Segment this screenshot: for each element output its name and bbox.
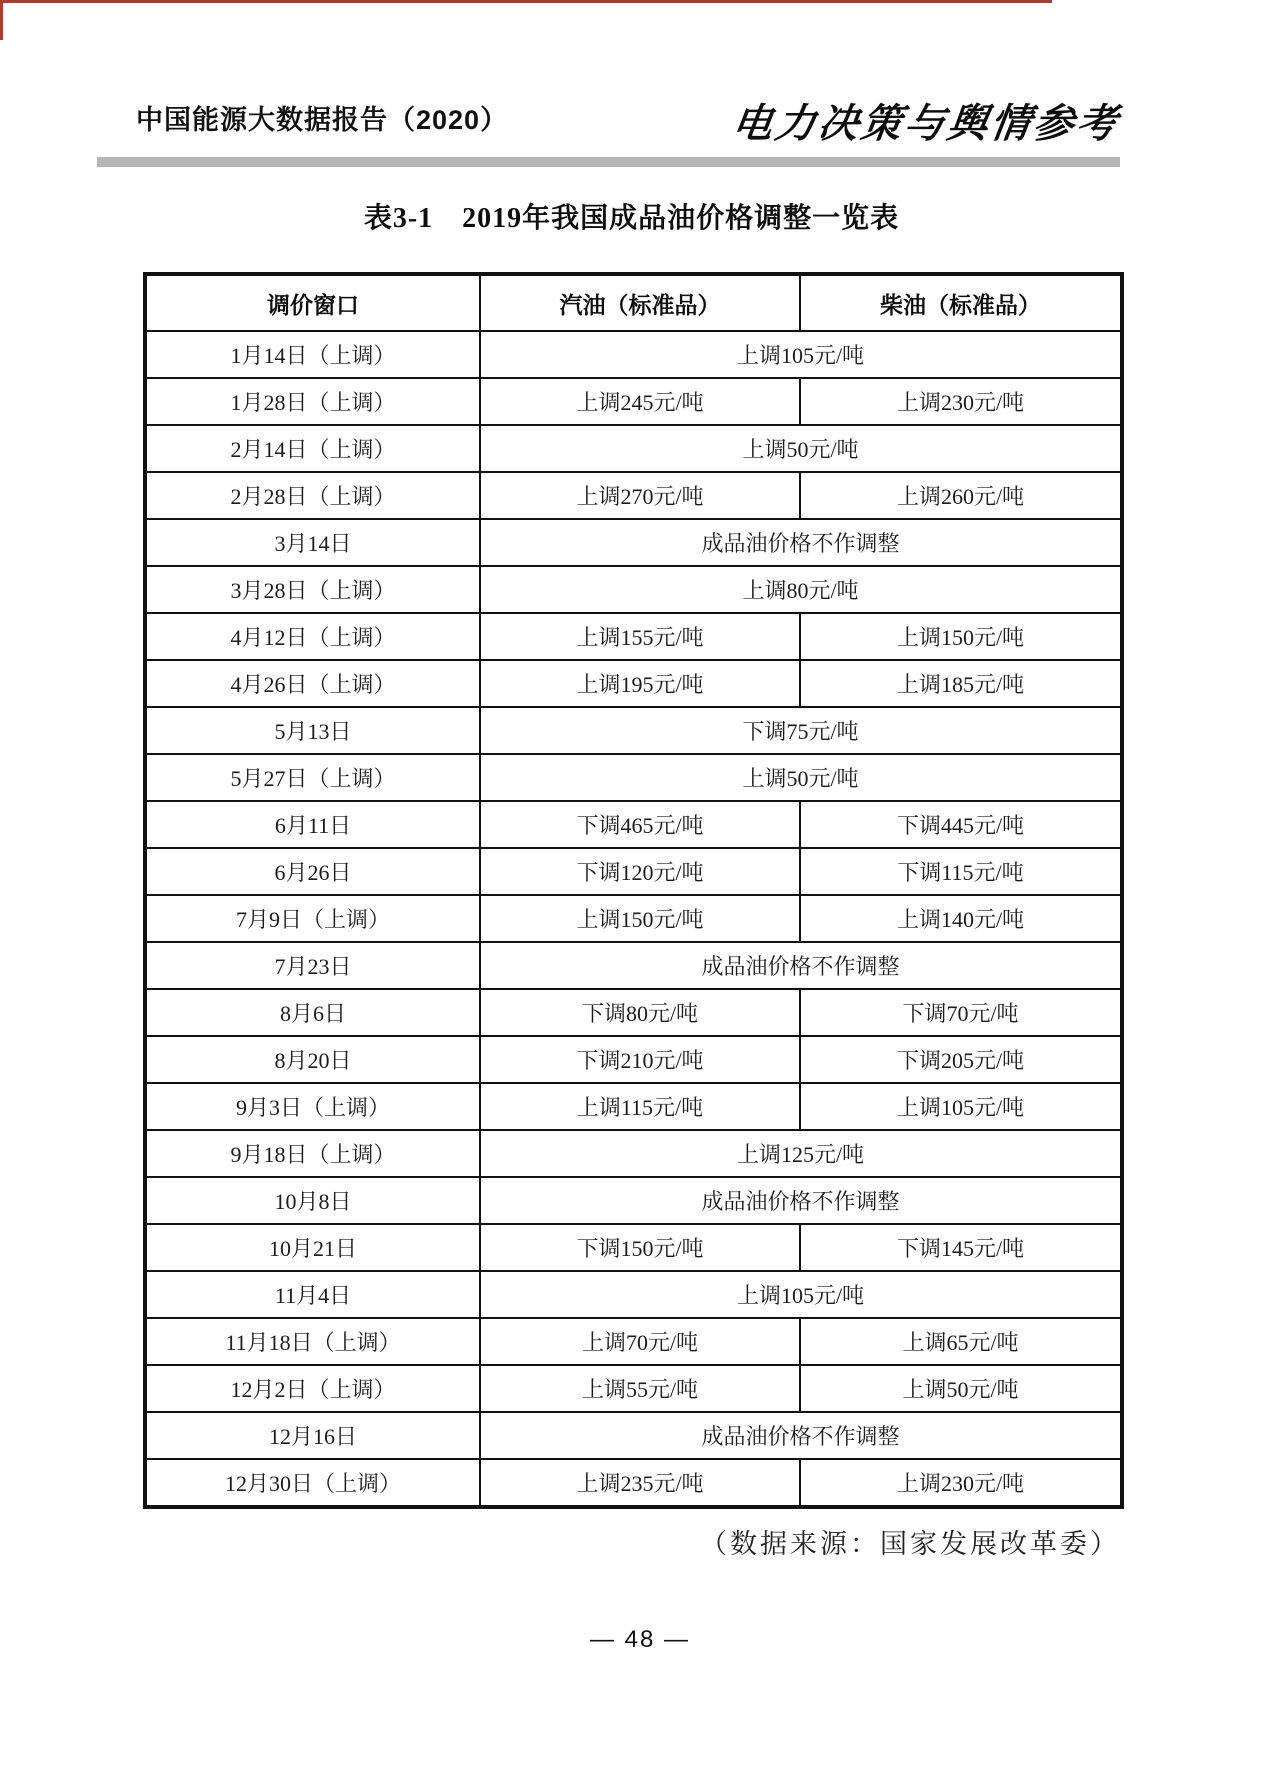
masthead-calligraphy-logo: 电力决策与舆情参考	[729, 100, 1123, 147]
adjustment-window-cell: 12月30日（上调）	[145, 1459, 480, 1507]
table-row	[145, 895, 1122, 942]
adjustment-window-cell: 12月2日（上调）	[145, 1365, 480, 1412]
table-row	[145, 378, 1122, 425]
table-row	[145, 989, 1122, 1036]
merged-adjustment-cell: 上调50元/吨	[480, 754, 1122, 801]
diesel-adjustment-cell: 上调50元/吨	[800, 1365, 1122, 1412]
column-header-gasoline: 汽油（标准品）	[480, 274, 800, 331]
adjustment-window-cell: 9月3日（上调）	[145, 1083, 480, 1130]
table-row	[145, 660, 1122, 707]
diesel-adjustment-cell: 上调230元/吨	[800, 1459, 1122, 1507]
table-row	[145, 331, 1122, 378]
adjustment-window-cell: 4月12日（上调）	[145, 613, 480, 660]
diesel-adjustment-cell: 上调185元/吨	[800, 660, 1122, 707]
adjustment-window-cell: 10月8日	[145, 1177, 480, 1224]
column-header-window: 调价窗口	[145, 274, 480, 331]
diesel-adjustment-cell: 下调205元/吨	[800, 1036, 1122, 1083]
adjustment-window-cell: 5月13日	[145, 707, 480, 754]
gasoline-adjustment-cell: 上调150元/吨	[480, 895, 800, 942]
table-caption: 表3-1 2019年我国成品油价格调整一览表	[363, 203, 900, 234]
table-row	[145, 754, 1122, 801]
merged-adjustment-cell: 上调80元/吨	[480, 566, 1122, 613]
table-row	[145, 472, 1122, 519]
diesel-adjustment-cell: 下调445元/吨	[800, 801, 1122, 848]
diesel-adjustment-cell: 下调115元/吨	[800, 848, 1122, 895]
diesel-adjustment-cell: 上调65元/吨	[800, 1318, 1122, 1365]
table-row	[145, 519, 1122, 566]
column-header-diesel: 柴油（标准品）	[800, 274, 1122, 331]
table-row	[145, 707, 1122, 754]
merged-adjustment-cell: 上调50元/吨	[480, 425, 1122, 472]
adjustment-window-cell: 1月28日（上调）	[145, 378, 480, 425]
adjustment-window-cell: 1月14日（上调）	[145, 331, 480, 378]
diesel-adjustment-cell: 下调70元/吨	[800, 989, 1122, 1036]
diesel-adjustment-cell: 上调150元/吨	[800, 613, 1122, 660]
merged-adjustment-cell: 成品油价格不作调整	[480, 519, 1122, 566]
adjustment-window-cell: 2月14日（上调）	[145, 425, 480, 472]
page-edge-artifact-horizontal	[0, 0, 1052, 3]
merged-adjustment-cell: 成品油价格不作调整	[480, 942, 1122, 989]
page-edge-artifact-vertical	[0, 0, 3, 40]
gasoline-adjustment-cell: 上调155元/吨	[480, 613, 800, 660]
gasoline-adjustment-cell: 上调70元/吨	[480, 1318, 800, 1365]
table-row	[145, 942, 1122, 989]
gasoline-adjustment-cell: 下调150元/吨	[480, 1224, 800, 1271]
adjustment-window-cell: 11月4日	[145, 1271, 480, 1318]
table-row	[145, 1271, 1122, 1318]
gasoline-adjustment-cell: 上调195元/吨	[480, 660, 800, 707]
diesel-adjustment-cell: 上调230元/吨	[800, 378, 1122, 425]
adjustment-window-cell: 3月28日（上调）	[145, 566, 480, 613]
adjustment-window-cell: 10月21日	[145, 1224, 480, 1271]
table-row	[145, 1177, 1122, 1224]
report-title: 中国能源大数据报告（2020）	[136, 105, 509, 135]
table-row	[145, 1083, 1122, 1130]
diesel-adjustment-cell: 上调260元/吨	[800, 472, 1122, 519]
table-row	[145, 801, 1122, 848]
adjustment-window-cell: 5月27日（上调）	[145, 754, 480, 801]
gasoline-adjustment-cell: 上调245元/吨	[480, 378, 800, 425]
table-row	[145, 1459, 1122, 1507]
adjustment-window-cell: 6月26日	[145, 848, 480, 895]
table-row	[145, 1412, 1122, 1459]
gasoline-adjustment-cell: 上调235元/吨	[480, 1459, 800, 1507]
table-row	[145, 1130, 1122, 1177]
adjustment-window-cell: 9月18日（上调）	[145, 1130, 480, 1177]
page-number: — 48 —	[589, 1626, 691, 1653]
gasoline-adjustment-cell: 下调465元/吨	[480, 801, 800, 848]
merged-adjustment-cell: 成品油价格不作调整	[480, 1177, 1122, 1224]
table-row	[145, 848, 1122, 895]
adjustment-window-cell: 2月28日（上调）	[145, 472, 480, 519]
diesel-adjustment-cell: 上调140元/吨	[800, 895, 1122, 942]
adjustment-window-cell: 4月26日（上调）	[145, 660, 480, 707]
table-row	[145, 1318, 1122, 1365]
adjustment-window-cell: 7月9日（上调）	[145, 895, 480, 942]
diesel-adjustment-cell: 上调105元/吨	[800, 1083, 1122, 1130]
adjustment-window-cell: 6月11日	[145, 801, 480, 848]
table-row	[145, 1224, 1122, 1271]
adjustment-window-cell: 11月18日（上调）	[145, 1318, 480, 1365]
diesel-adjustment-cell: 下调145元/吨	[800, 1224, 1122, 1271]
gasoline-adjustment-cell: 下调120元/吨	[480, 848, 800, 895]
fuel-price-table	[143, 272, 1124, 1509]
adjustment-window-cell: 8月6日	[145, 989, 480, 1036]
table-header-row	[145, 274, 1122, 331]
header-divider-rule	[97, 157, 1120, 167]
adjustment-window-cell: 8月20日	[145, 1036, 480, 1083]
table-row	[145, 1365, 1122, 1412]
table-row	[145, 566, 1122, 613]
adjustment-window-cell: 7月23日	[145, 942, 480, 989]
table-row	[145, 1036, 1122, 1083]
table-row	[145, 425, 1122, 472]
adjustment-window-cell: 12月16日	[145, 1412, 480, 1459]
adjustment-window-cell: 3月14日	[145, 519, 480, 566]
merged-adjustment-cell: 下调75元/吨	[480, 707, 1122, 754]
gasoline-adjustment-cell: 下调80元/吨	[480, 989, 800, 1036]
table-row	[145, 613, 1122, 660]
price-table-body	[145, 331, 1122, 1507]
gasoline-adjustment-cell: 上调55元/吨	[480, 1365, 800, 1412]
gasoline-adjustment-cell: 上调270元/吨	[480, 472, 800, 519]
data-source-note: （数据来源：国家发展改革委）	[700, 1529, 1120, 1559]
merged-adjustment-cell: 上调105元/吨	[480, 1271, 1122, 1318]
merged-adjustment-cell: 成品油价格不作调整	[480, 1412, 1122, 1459]
gasoline-adjustment-cell: 下调210元/吨	[480, 1036, 800, 1083]
gasoline-adjustment-cell: 上调115元/吨	[480, 1083, 800, 1130]
merged-adjustment-cell: 上调125元/吨	[480, 1130, 1122, 1177]
merged-adjustment-cell: 上调105元/吨	[480, 331, 1122, 378]
